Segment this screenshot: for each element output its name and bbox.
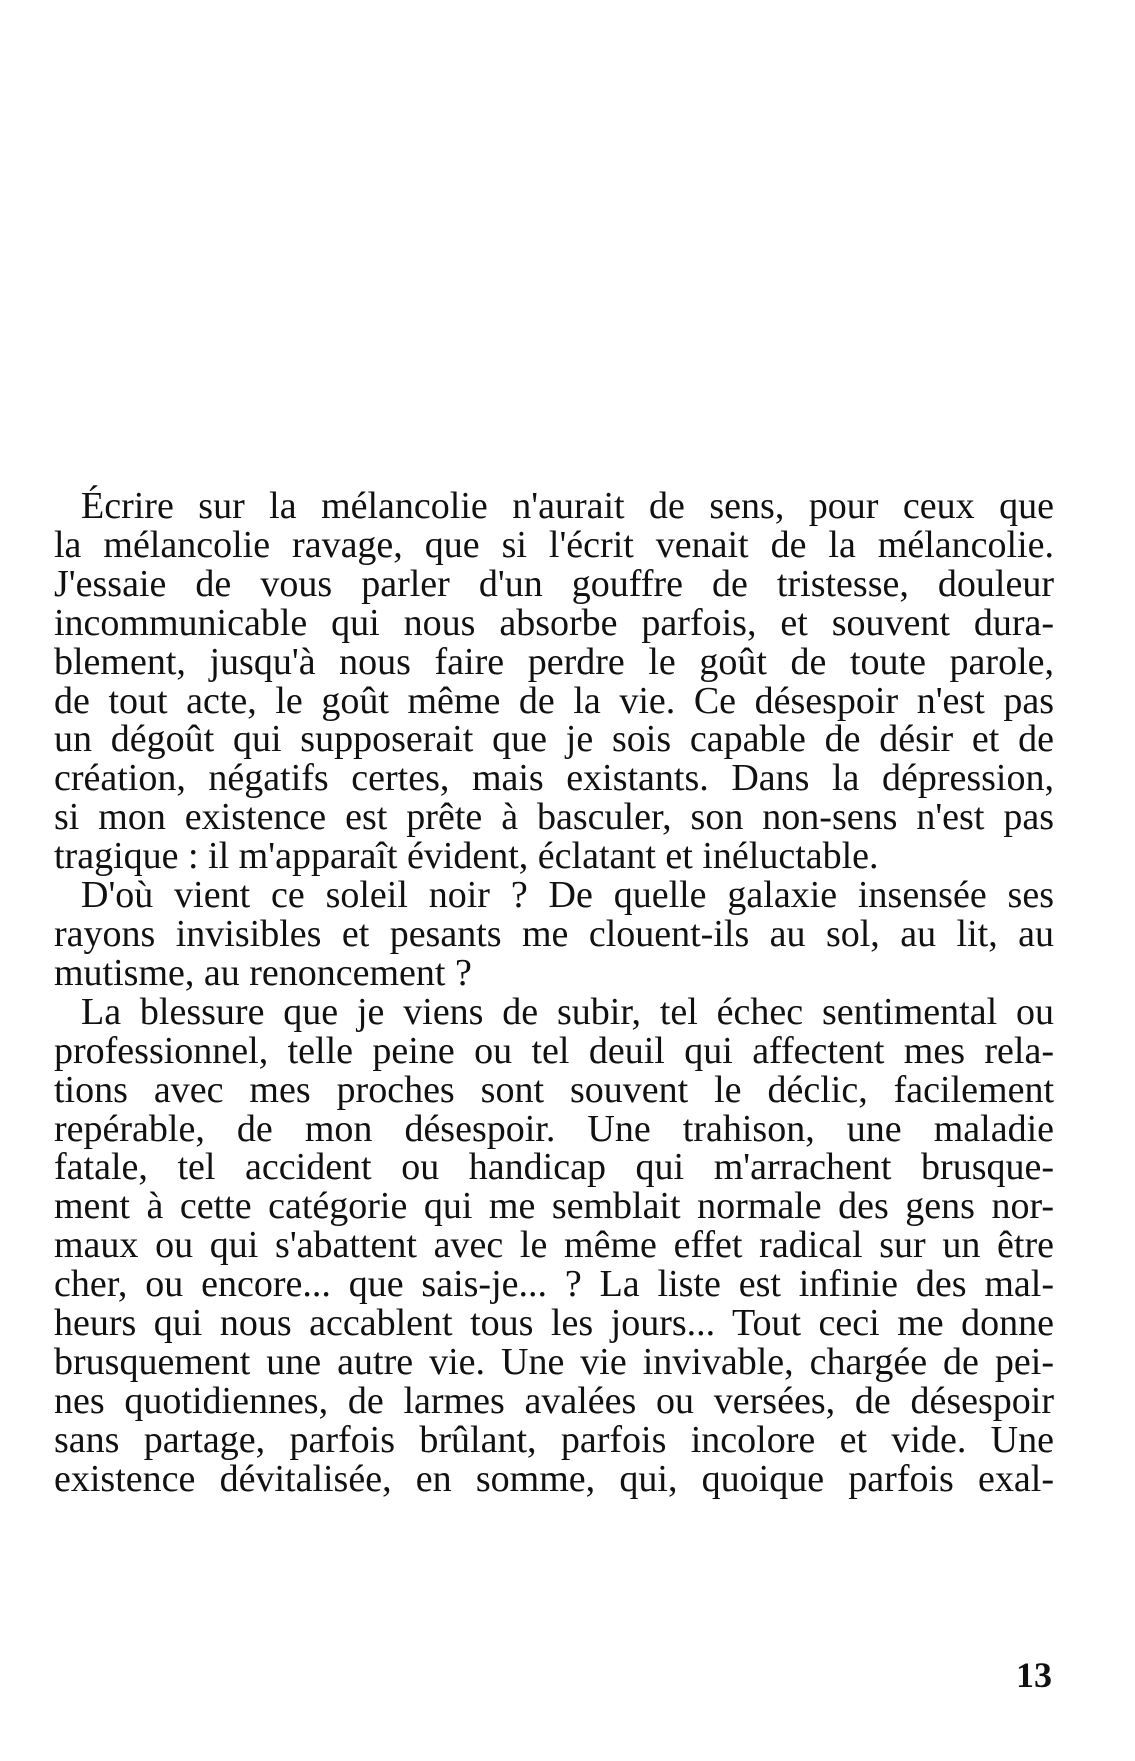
text-line: blement, jusqu'à nous faire perdre le goût de toute parole, — [54, 640, 1054, 683]
text-line: tragique : il m'apparaît évident, éclatant et inéluctable. — [54, 835, 879, 878]
text-line: professionnel, telle peine ou tel deuil qui affectent mes rela- — [54, 1029, 1054, 1072]
text-line: J'essaie de vous parler d'un gouffre de tristesse, douleur — [54, 562, 1054, 605]
text-line: rayons invisibles et pesants me clouent-ils au sol, au lit, au — [54, 912, 1054, 955]
text-line: heurs qui nous accablent tous les jours... Tout ceci me donne — [54, 1302, 1054, 1345]
body-text — [54, 487, 1054, 1499]
text-line: ment à cette catégorie qui me semblait normale des gens nor- — [54, 1185, 1054, 1228]
text-line: maux ou qui s'abattent avec le même effet radical sur un être — [54, 1224, 1054, 1267]
text-line: brusquement une autre vie. Une vie invivable, chargée de pei- — [54, 1340, 1054, 1383]
text-line: si mon existence est prête à basculer, son non-sens n'est pas — [54, 796, 1054, 839]
text-line: mutisme, au renoncement ? — [54, 951, 472, 994]
text-line: fatale, tel accident ou handicap qui m'arrachent brusque- — [54, 1146, 1054, 1189]
text-line: un dégoût qui supposerait que je sois capable de désir et de — [54, 718, 1054, 761]
text-line: de tout acte, le goût même de la vie. Ce désespoir n'est pas — [54, 679, 1054, 722]
text-line: nes quotidiennes, de larmes avalées ou versées, de désespoir — [54, 1379, 1054, 1422]
text-line: incommunicable qui nous absorbe parfois, et souvent dura- — [54, 601, 1054, 644]
text-line: existence dévitalisée, en somme, qui, quoique parfois exal- — [54, 1457, 1054, 1500]
text-line: repérable, de mon désespoir. Une trahison, une maladie — [54, 1107, 1054, 1150]
page-number: 13 — [1016, 1655, 1052, 1695]
text-line: sans partage, parfois brûlant, parfois incolore et vide. Une — [54, 1418, 1054, 1461]
text-line: tions avec mes proches sont souvent le déclic, facilement — [54, 1068, 1054, 1111]
text-line: La blessure que je viens de subir, tel échec sentimental ou — [81, 990, 1054, 1033]
text-line: la mélancolie ravage, que si l'écrit venait de la mélancolie. — [54, 523, 1054, 566]
text-line: D'où vient ce soleil noir ? De quelle galaxie insensée ses — [81, 874, 1054, 917]
text-line: création, négatifs certes, mais existants. Dans la dépression, — [54, 757, 1054, 800]
text-line: Écrire sur la mélancolie n'aurait de sens, pour ceux que — [81, 485, 1054, 527]
text-line: cher, ou encore... que sais-je... ? La liste est infinie des mal- — [54, 1263, 1054, 1306]
